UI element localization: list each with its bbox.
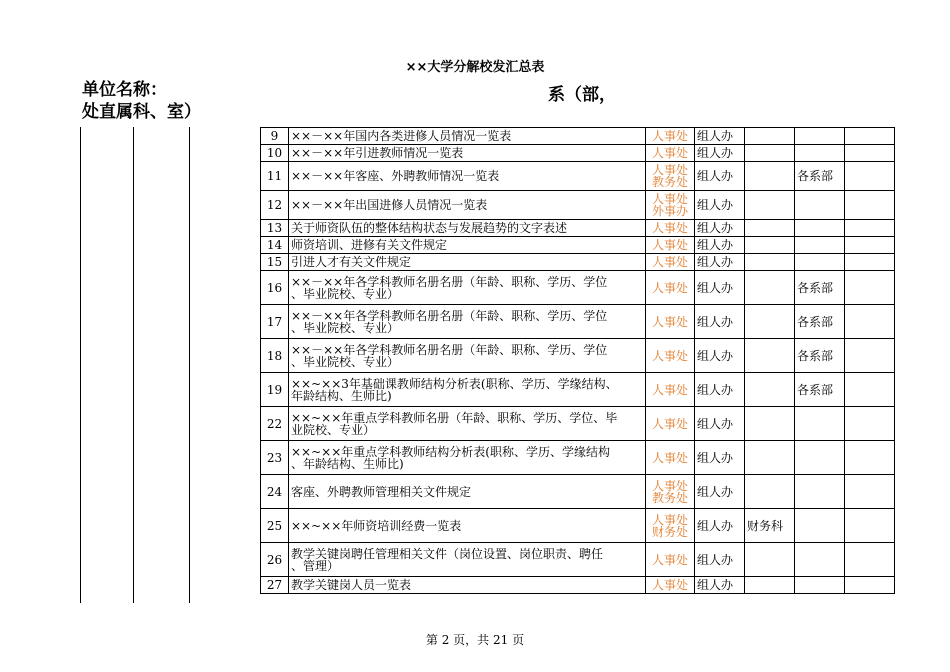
responsible-office-cell: 人事处: [646, 577, 695, 594]
organization-cell: 组人办: [695, 254, 745, 271]
extra-dept-cell: [745, 128, 795, 145]
column-divider-line: [189, 127, 190, 603]
department-cell: 各系部: [795, 305, 845, 339]
row-number-cell: 24: [261, 475, 289, 509]
responsible-office-cell: 人事处 教务处: [646, 475, 695, 509]
extra-dept-cell: [745, 162, 795, 191]
row-number-cell: 10: [261, 145, 289, 162]
responsible-office-cell: 人事处: [646, 145, 695, 162]
organization-cell: 组人办: [695, 577, 745, 594]
row-number-cell: 22: [261, 407, 289, 441]
extra-dept-cell: [745, 339, 795, 373]
extra-dept-cell: [745, 191, 795, 220]
organization-cell: 组人办: [695, 220, 745, 237]
document-name-cell: ××－××年各学科教师名册名册（年龄、职称、学历、学位 、毕业院校、专业）: [289, 339, 646, 373]
row-number-cell: 14: [261, 237, 289, 254]
row-number-cell: 12: [261, 191, 289, 220]
document-name-cell: ××－××年出国进修人员情况一览表: [289, 191, 646, 220]
blank-cell: [845, 162, 895, 191]
department-cell: [795, 220, 845, 237]
row-number-cell: 17: [261, 305, 289, 339]
document-name-cell: ××－××年客座、外聘教师情况一览表: [289, 162, 646, 191]
organization-cell: 组人办: [695, 162, 745, 191]
table-row: [261, 254, 895, 271]
unit-name-label-continued: 处直属科、室）: [82, 102, 201, 122]
row-number-cell: 25: [261, 509, 289, 543]
organization-cell: 组人办: [695, 339, 745, 373]
department-cell: [795, 128, 845, 145]
organization-cell: 组人办: [695, 191, 745, 220]
unit-name-label: 单位名称：: [82, 80, 167, 100]
responsible-office-cell: 人事处: [646, 254, 695, 271]
file-summary-table: [260, 127, 895, 594]
page-footer: 第 2 页，共 21 页: [425, 633, 525, 647]
table-row: [261, 407, 895, 441]
document-name-cell: ××~××年师资培训经费一览表: [289, 509, 646, 543]
table-row: [261, 543, 895, 577]
department-cell: [795, 191, 845, 220]
column-divider-line: [133, 127, 134, 603]
responsible-office-cell: 人事处 教务处: [646, 162, 695, 191]
organization-cell: 组人办: [695, 407, 745, 441]
extra-dept-cell: [745, 220, 795, 237]
blank-cell: [845, 220, 895, 237]
document-name-cell: 客座、外聘教师管理相关文件规定: [289, 475, 646, 509]
department-cell: 各系部: [795, 373, 845, 407]
extra-dept-cell: [745, 441, 795, 475]
organization-cell: 组人办: [695, 305, 745, 339]
department-cell: [795, 543, 845, 577]
left-border-line: [80, 127, 81, 603]
organization-cell: 组人办: [695, 509, 745, 543]
extra-dept-cell: 财务科: [745, 509, 795, 543]
document-name-cell: ××－××年各学科教师名册名册（年龄、职称、学历、学位 、毕业院校、专业）: [289, 271, 646, 305]
responsible-office-cell: 人事处: [646, 441, 695, 475]
department-cell: [795, 237, 845, 254]
blank-cell: [845, 191, 895, 220]
blank-cell: [845, 475, 895, 509]
table-row: [261, 191, 895, 220]
responsible-office-cell: 人事处: [646, 237, 695, 254]
row-number-cell: 18: [261, 339, 289, 373]
row-number-cell: 27: [261, 577, 289, 594]
department-cell: [795, 577, 845, 594]
blank-cell: [845, 509, 895, 543]
document-name-cell: ××~××3年基础课教师结构分析表(职称、学历、学缘结构、 年龄结构、生师比): [289, 373, 646, 407]
department-cell: [795, 145, 845, 162]
responsible-office-cell: 人事处: [646, 305, 695, 339]
department-cell: [795, 254, 845, 271]
responsible-office-cell: 人事处 外事办: [646, 191, 695, 220]
table-row: [261, 441, 895, 475]
extra-dept-cell: [745, 543, 795, 577]
table-row: [261, 339, 895, 373]
department-cell: 各系部: [795, 339, 845, 373]
row-number-cell: 19: [261, 373, 289, 407]
extra-dept-cell: [745, 475, 795, 509]
organization-cell: 组人办: [695, 128, 745, 145]
responsible-office-cell: 人事处 财务处: [646, 509, 695, 543]
responsible-office-cell: 人事处: [646, 271, 695, 305]
document-name-cell: ××~××年重点学科教师结构分析表(职称、学历、学缘结构 、年龄结构、生师比): [289, 441, 646, 475]
blank-cell: [845, 128, 895, 145]
extra-dept-cell: [745, 145, 795, 162]
responsible-office-cell: 人事处: [646, 373, 695, 407]
responsible-office-cell: 人事处: [646, 543, 695, 577]
document-name-cell: ××－××年国内各类进修人员情况一览表: [289, 128, 646, 145]
blank-cell: [845, 305, 895, 339]
row-number-cell: 13: [261, 220, 289, 237]
blank-cell: [845, 543, 895, 577]
blank-cell: [845, 577, 895, 594]
table-row: [261, 577, 895, 594]
blank-cell: [845, 373, 895, 407]
extra-dept-cell: [745, 577, 795, 594]
blank-cell: [845, 237, 895, 254]
blank-cell: [845, 441, 895, 475]
table-row: [261, 475, 895, 509]
document-name-cell: 引进人才有关文件规定: [289, 254, 646, 271]
blank-cell: [845, 254, 895, 271]
organization-cell: 组人办: [695, 271, 745, 305]
department-cell: 各系部: [795, 271, 845, 305]
blank-cell: [845, 145, 895, 162]
extra-dept-cell: [745, 254, 795, 271]
responsible-office-cell: 人事处: [646, 339, 695, 373]
responsible-office-cell: 人事处: [646, 128, 695, 145]
page-title: ××大学分解校发汇总表: [405, 60, 545, 75]
table-row: [261, 509, 895, 543]
document-name-cell: 教学关键岗人员一览表: [289, 577, 646, 594]
blank-cell: [845, 407, 895, 441]
row-number-cell: 26: [261, 543, 289, 577]
department-cell: [795, 441, 845, 475]
responsible-office-cell: 人事处: [646, 407, 695, 441]
table-row: [261, 271, 895, 305]
row-number-cell: 16: [261, 271, 289, 305]
document-name-cell: ××－××年各学科教师名册名册（年龄、职称、学历、学位 、毕业院校、专业）: [289, 305, 646, 339]
organization-cell: 组人办: [695, 475, 745, 509]
table-row: [261, 128, 895, 145]
blank-cell: [845, 271, 895, 305]
document-name-cell: 教学关键岗聘任管理相关文件（岗位设置、岗位职责、聘任 、管理）: [289, 543, 646, 577]
table-row: [261, 373, 895, 407]
document-name-cell: ××~××年重点学科教师名册（年龄、职称、学历、学位、毕 业院校、专业）: [289, 407, 646, 441]
table-row: [261, 305, 895, 339]
department-cell: [795, 475, 845, 509]
table-row: [261, 145, 895, 162]
blank-cell: [845, 339, 895, 373]
table-row: [261, 237, 895, 254]
department-label: 系（部，: [548, 85, 616, 105]
organization-cell: 组人办: [695, 145, 745, 162]
responsible-office-cell: 人事处: [646, 220, 695, 237]
department-cell: 各系部: [795, 162, 845, 191]
extra-dept-cell: [745, 305, 795, 339]
department-cell: [795, 407, 845, 441]
organization-cell: 组人办: [695, 543, 745, 577]
table-row: [261, 162, 895, 191]
row-number-cell: 15: [261, 254, 289, 271]
document-name-cell: 师资培训、进修有关文件规定: [289, 237, 646, 254]
extra-dept-cell: [745, 407, 795, 441]
document-name-cell: ××－××年引进教师情况一览表: [289, 145, 646, 162]
organization-cell: 组人办: [695, 373, 745, 407]
table-row: [261, 220, 895, 237]
document-name-cell: 关于师资队伍的整体结构状态与发展趋势的文字表述: [289, 220, 646, 237]
row-number-cell: 11: [261, 162, 289, 191]
row-number-cell: 23: [261, 441, 289, 475]
extra-dept-cell: [745, 373, 795, 407]
extra-dept-cell: [745, 237, 795, 254]
organization-cell: 组人办: [695, 237, 745, 254]
department-cell: [795, 509, 845, 543]
row-number-cell: 9: [261, 128, 289, 145]
organization-cell: 组人办: [695, 441, 745, 475]
extra-dept-cell: [745, 271, 795, 305]
